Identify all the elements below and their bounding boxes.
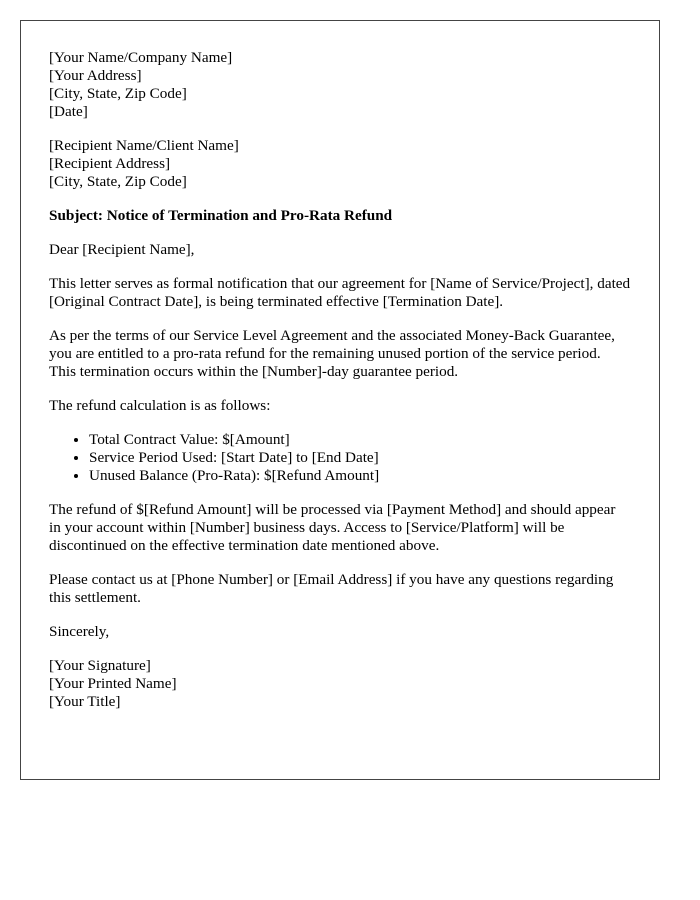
sender-block (49, 49, 631, 121)
signature: [Your Signature] (49, 657, 151, 674)
salutation: Dear [Recipient Name], (49, 241, 195, 258)
letter-date: [Date] (49, 103, 88, 120)
printed-name: [Your Printed Name] (49, 675, 177, 692)
paragraph-notification: This letter serves as formal notification that our agreement for [Name of Service/Project], dated [Original Contract Date], is being terminated effective [Termination Date]. (49, 275, 631, 310)
recipient-block (49, 137, 631, 191)
sender-address: [Your Address] (49, 67, 142, 84)
signer-title: [Your Title] (49, 693, 121, 710)
sign-off: Sincerely, (49, 623, 110, 640)
sender-city: [City, State, Zip Code] (49, 85, 187, 102)
list-item: • Unused Balance (Pro-Rata): $[Refund Amount] (89, 467, 631, 485)
refund-calculation-list (49, 431, 631, 485)
sender-name: [Your Name/Company Name] (49, 49, 233, 66)
list-item: • Service Period Used: [Start Date] to [End Date] (89, 449, 631, 467)
list-item: • Total Contract Value: $[Amount] (89, 431, 631, 449)
signature-block (49, 657, 631, 711)
paragraph-contact: Please contact us at [Phone Number] or [Email Address] if you have any questions regarding this settlement. (49, 571, 614, 606)
subject-line: Subject: Notice of Termination and Pro-Rata Refund (49, 207, 393, 224)
paragraph-calculation-intro: The refund calculation is as follows: (49, 397, 271, 414)
letter-page (20, 20, 660, 780)
recipient-name: [Recipient Name/Client Name] (49, 137, 239, 154)
paragraph-terms: As per the terms of our Service Level Agreement and the associated Money-Back Guarantee, you are entitled to a pro-rata refund for the remaining unused portion of the service period. This termination occurs within the [Number]-day guarantee period. (49, 327, 615, 380)
recipient-address: [Recipient Address] (49, 155, 171, 172)
recipient-city: [City, State, Zip Code] (49, 173, 187, 190)
paragraph-refund-processing: The refund of $[Refund Amount] will be processed via [Payment Method] and should appear in your account within [Number] business days. Access to [Service/Platform] will be discontinued on the effective termination date mentioned above. (49, 501, 616, 554)
